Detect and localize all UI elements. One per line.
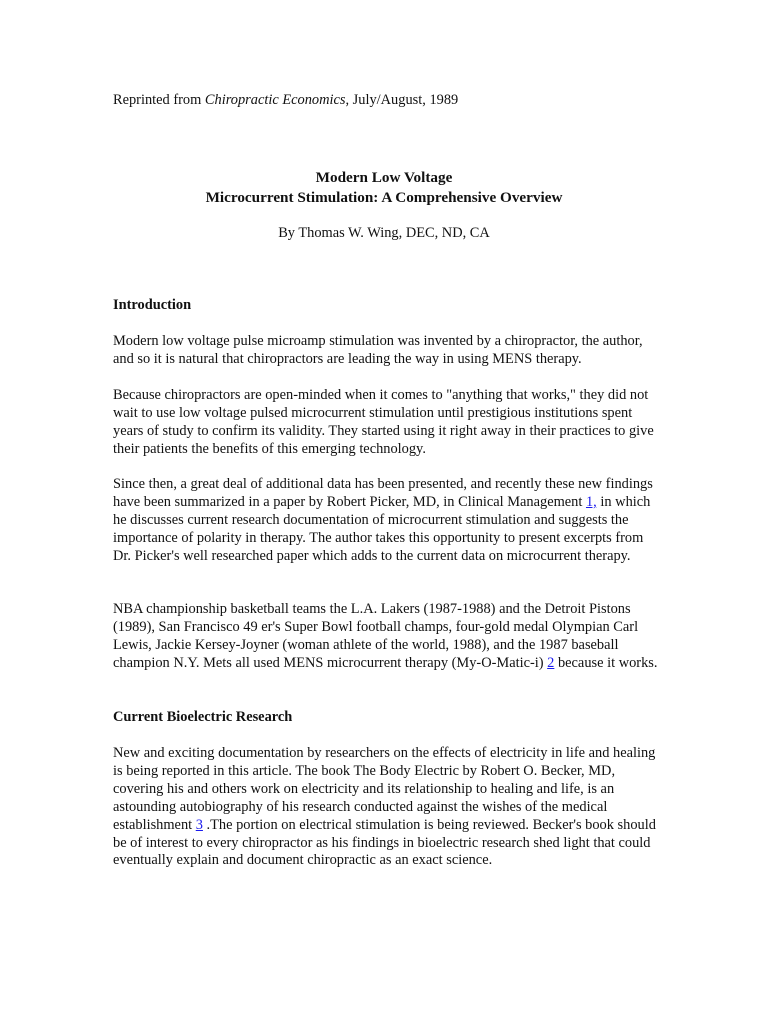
article-title [113, 168, 655, 207]
reprint-suffix: , July/August, 1989 [345, 92, 459, 108]
intro-paragraph-1: Modern low voltage pulse microamp stimulation was invented by a chiropractor, the author, and so it is natural that chiropractors are leading the way in using MENS therapy. [113, 333, 643, 367]
bioelectric-paragraph-1 [113, 745, 658, 870]
bio-p1-text-a: New and exciting documentation by researchers on the effects of electricity in life and healing is being reported in this article. The book The Body Electric by Robert O. Becker, MD, covering his and others work on electricity and its relationship to healing and life, is an astounding autobiography of his research conducted against the wishes of the medical establishment [113, 745, 656, 833]
intro-p4-text-a: NBA championship basketball teams the L.A. Lakers (1987-1988) and the Detroit Pistons (1989), San Francisco 49 er's Super Bowl football champs, four-gold medal Olympian Carl Lewis, Jackie Kersey-Joyner (woman athlete of the world, 1988), and the 1987 baseball champion N.Y. Mets all used MENS microcurrent therapy (My-O-Matic-i) [113, 601, 639, 671]
reprint-note [113, 92, 658, 110]
intro-paragraph-4 [113, 601, 658, 673]
section-heading-introduction: Introduction [113, 297, 192, 313]
title-line-1: Modern Low Voltage [315, 169, 453, 186]
intro-p4-text-b: because it works. [554, 654, 658, 671]
intro-paragraph-2: Because chiropractors are open-minded when it comes to "anything that works," they did not wait to use low voltage pulsed microcurrent stimulation until prestigious institutions spent years of study to confirm its validity. They started using it right away in their practices to give their patients the benefits of this emerging technology. [113, 387, 654, 457]
bio-p1-text-b: .The portion on electrical stimulation is being reviewed. Becker's book should be of interest to every chiropractor as his findings in bioelectric research shed light that could eventually explain and document chiropractic as an exact science. [113, 816, 656, 869]
intro-p3-text-b: in which he discusses current research documentation of microcurrent stimulation and suggests the importance of polarity in therapy. The author takes this opportunity to present excerpts from Dr. Picker's well researched paper which adds to the current data on microcurrent therapy. [113, 493, 651, 564]
section-heading-bioelectric: Current Bioelectric Research [113, 709, 293, 725]
reprint-prefix: Reprinted from [113, 92, 205, 108]
reprint-source: Chiropractic Economics [204, 92, 346, 108]
title-line-2: Microcurrent Stimulation: A Comprehensive Overview [205, 188, 563, 206]
intro-paragraph-3 [113, 476, 658, 566]
byline: By Thomas W. Wing, DEC, ND, CA [278, 225, 490, 241]
footnote-link-1[interactable]: 1, [585, 493, 597, 510]
footnote-link-2[interactable]: 2 [547, 654, 555, 671]
footnote-link-3[interactable]: 3 [195, 816, 203, 833]
intro-p3-text-a: Since then, a great deal of additional data has been presented, and recently these new findings have been summarized in a paper by Robert Picker, MD, in Clinical Management [113, 476, 653, 510]
